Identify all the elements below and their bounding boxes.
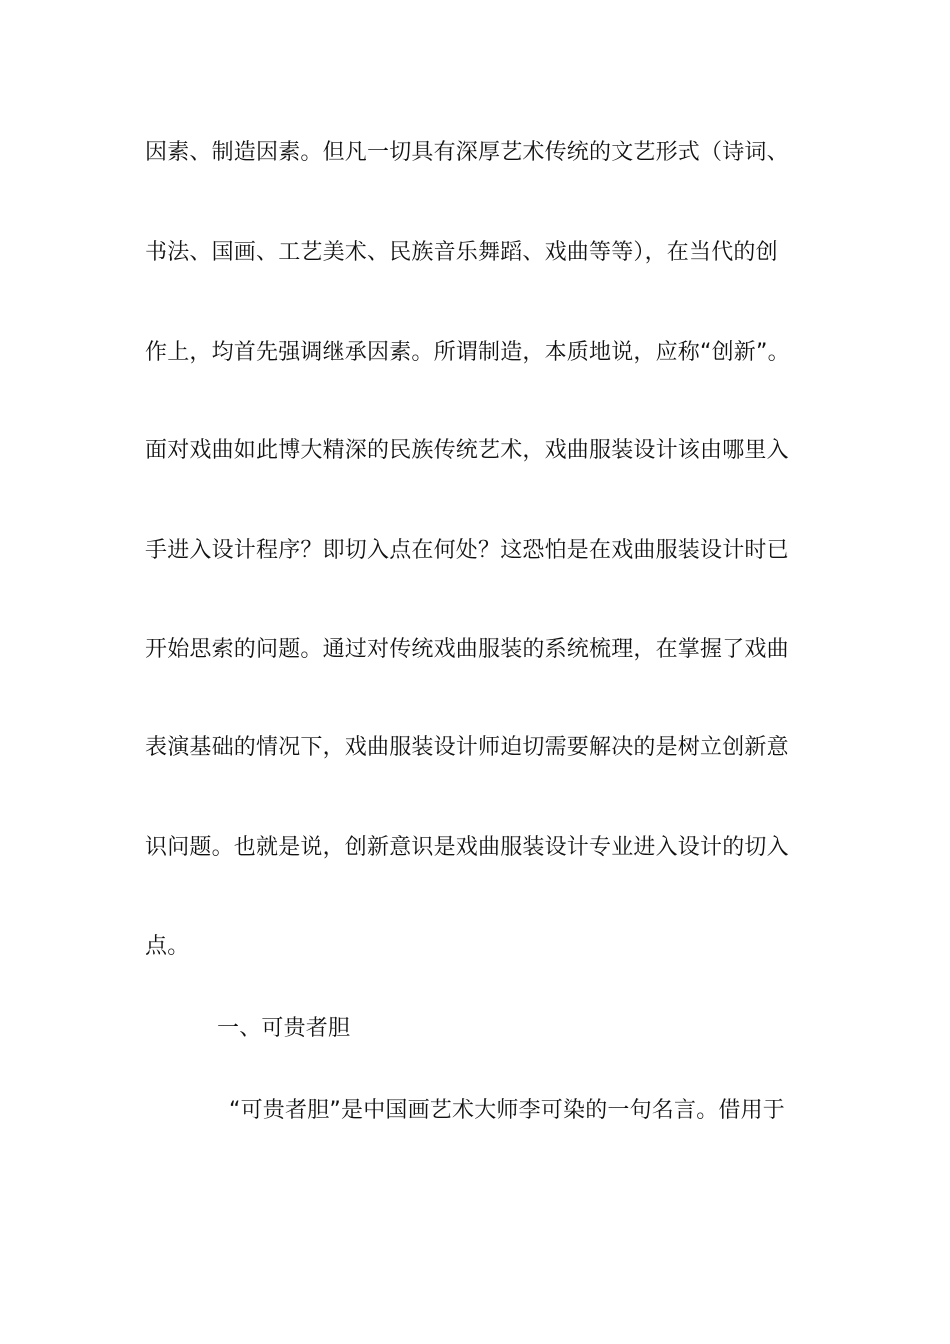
body-text-line-4: 面对戏曲如此博大精深的民族传统艺术，戏曲服装设计该由哪里入 — [145, 438, 789, 463]
body-text-line-9: 点。 — [145, 934, 190, 959]
body-text-line-3: 作上，均首先强调继承因素。所谓制造，本质地说，应称“创新”。 — [145, 340, 790, 365]
body-text-line-1: 因素、制造因素。但凡一切具有深厚艺术传统的文艺形式（诗词、 — [145, 140, 789, 165]
body-text-line-8: 识问题。也就是说，创新意识是戏曲服装设计专业进入设计的切入 — [145, 835, 789, 860]
body-text-line-7: 表演基础的情况下，戏曲服装设计师迫切需要解决的是树立创新意 — [145, 735, 789, 760]
body-text-line-6: 开始思索的问题。通过对传统戏曲服装的系统梳理，在掌握了戏曲 — [145, 637, 789, 662]
body-text-line-5: 手进入设计程序？即切入点在何处？这恐怕是在戏曲服装设计时已 — [145, 538, 789, 563]
paragraph-first-line: “可贵者胆”是中国画艺术大师李可染的一句名言。借用于 — [229, 1098, 785, 1123]
section-heading: 一、可贵者胆 — [217, 1016, 351, 1041]
body-text-line-2: 书法、国画、工艺美术、民族音乐舞蹈、戏曲等等），在当代的创 — [145, 240, 778, 265]
